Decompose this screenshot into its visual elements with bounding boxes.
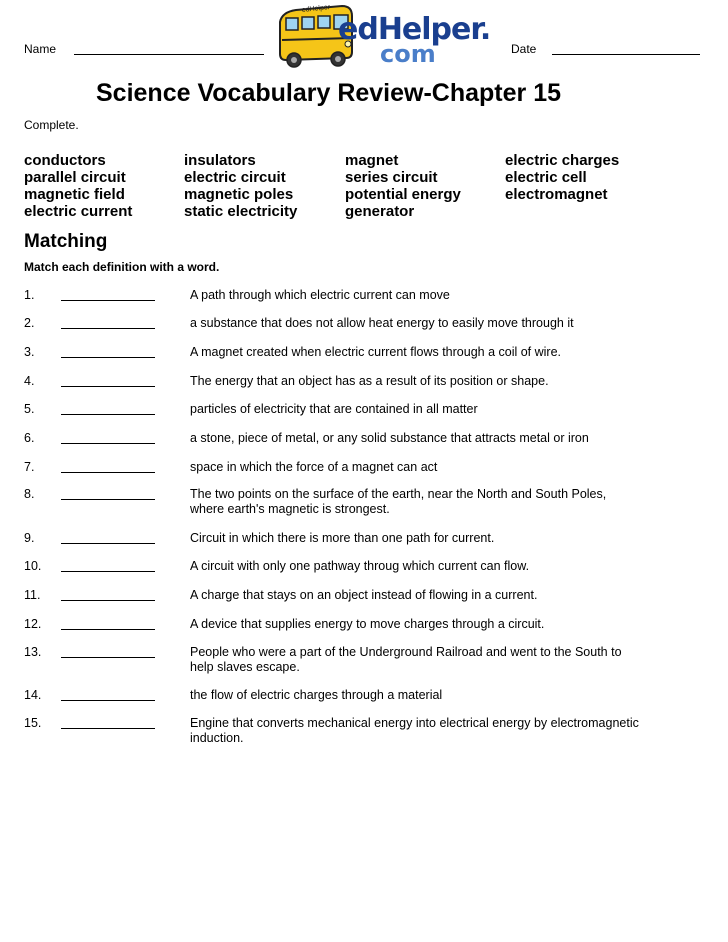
answer-blank[interactable] [61, 571, 155, 572]
definition-text [190, 402, 710, 417]
definition-text [190, 588, 710, 603]
definition-line: a substance that does not allow heat energy to easily move through it [190, 316, 574, 330]
item-number: 15. [24, 716, 42, 730]
definition-line: A device that supplies energy to move charges through a circuit. [190, 617, 545, 631]
answer-blank[interactable] [61, 600, 155, 601]
item-number: 7. [24, 460, 35, 474]
word-bank-column-4 [505, 152, 619, 203]
matching-instructions: Match each definition with a word. [24, 260, 220, 274]
definition-text [190, 559, 710, 574]
logo-dot: . [479, 12, 491, 47]
answer-blank[interactable] [61, 386, 155, 387]
item-number: 5. [24, 402, 35, 416]
word-bank-word: electromagnet [505, 186, 608, 203]
answer-blank[interactable] [61, 543, 155, 544]
answer-blank[interactable] [61, 700, 155, 701]
item-number: 12. [24, 617, 42, 631]
answer-blank[interactable] [61, 300, 155, 301]
definition-line: the flow of electric charges through a material [190, 688, 443, 702]
word-bank-word: static electricity [184, 203, 298, 220]
item-number: 1. [24, 288, 35, 302]
word-bank-word: electric circuit [184, 169, 286, 186]
definition-line: The two points on the surface of the earth, near the North and South Poles, [190, 487, 607, 501]
definition-line: A circuit with only one pathway throug which current can flow. [190, 559, 530, 573]
definition-text [190, 431, 710, 446]
word-bank-word: magnetic field [24, 186, 125, 203]
definition-line: particles of electricity that are contained in all matter [190, 402, 478, 416]
name-blank[interactable] [74, 54, 264, 55]
name-label: Name [24, 42, 57, 56]
definition-text [190, 487, 710, 517]
word-bank-word: insulators [184, 152, 256, 169]
item-number: 6. [24, 431, 35, 445]
word-bank-word: magnetic poles [184, 186, 294, 203]
word-bank-word: potential energy [345, 186, 461, 203]
word-bank-word: electric current [24, 203, 133, 220]
definition-line: A magnet created when electric current flows through a coil of wire. [190, 345, 562, 359]
item-number: 8. [24, 487, 35, 501]
logo-tld: com [380, 40, 436, 68]
word-bank-column-3 [345, 152, 461, 220]
word-bank-word: conductors [24, 152, 106, 169]
page-title: Science Vocabulary Review-Chapter 15 [96, 79, 562, 107]
definition-text [190, 288, 710, 303]
definition-line: A path through which electric current can move [190, 288, 450, 302]
answer-blank[interactable] [61, 728, 155, 729]
definition-line: where earth's magnetic is strongest. [190, 502, 390, 516]
item-number: 4. [24, 374, 35, 388]
complete-label: Complete. [24, 118, 79, 132]
logo-brand: edHelper [338, 12, 480, 47]
definition-line: People who were a part of the Underground Railroad and went to the South to [190, 645, 622, 659]
definition-text [190, 617, 710, 632]
definition-line: Engine that converts mechanical energy into electrical energy by electromagnetic [190, 716, 639, 730]
word-bank-column-2 [184, 152, 297, 220]
svg-text:edHelper: edHelper [301, 4, 331, 14]
item-number: 2. [24, 316, 35, 330]
answer-blank[interactable] [61, 357, 155, 358]
word-bank-word: parallel circuit [24, 169, 126, 186]
definition-text [190, 374, 710, 389]
definition-text [190, 460, 710, 475]
word-bank-word: electric charges [505, 152, 620, 169]
definition-line: Circuit in which there is more than one path for current. [190, 531, 495, 545]
item-number: 3. [24, 345, 35, 359]
definition-line: help slaves escape. [190, 660, 300, 674]
edhelper-logo [272, 0, 491, 76]
word-bank-word: electric cell [505, 169, 587, 186]
item-number: 14. [24, 688, 42, 702]
answer-blank[interactable] [61, 499, 155, 500]
definition-line: a stone, piece of metal, or any solid substance that attracts metal or iron [190, 431, 589, 445]
word-bank-word: magnet [345, 152, 399, 169]
item-number: 9. [24, 531, 35, 545]
item-number: 13. [24, 645, 42, 659]
definition-text [190, 531, 710, 546]
answer-blank[interactable] [61, 657, 155, 658]
item-number: 10. [24, 559, 42, 573]
word-bank-word: generator [345, 203, 415, 220]
answer-blank[interactable] [61, 328, 155, 329]
date-blank[interactable] [552, 54, 700, 55]
definition-text [190, 716, 710, 746]
definition-text [190, 345, 710, 360]
word-bank-word: series circuit [345, 169, 438, 186]
definition-line: A charge that stays on an object instead of flowing in a current. [190, 588, 538, 602]
answer-blank[interactable] [61, 443, 155, 444]
definition-line: The energy that an object has as a result of its position or shape. [190, 374, 549, 388]
matching-heading: Matching [24, 231, 108, 252]
definition-line: induction. [190, 731, 244, 745]
item-number: 11. [24, 588, 41, 602]
definition-line: space in which the force of a magnet can act [190, 460, 438, 474]
definition-text [190, 645, 710, 675]
answer-blank[interactable] [61, 472, 155, 473]
definition-text [190, 316, 710, 331]
word-bank-column-1 [24, 152, 132, 220]
answer-blank[interactable] [61, 414, 155, 415]
answer-blank[interactable] [61, 629, 155, 630]
definition-text [190, 688, 710, 703]
date-label: Date [511, 42, 537, 56]
